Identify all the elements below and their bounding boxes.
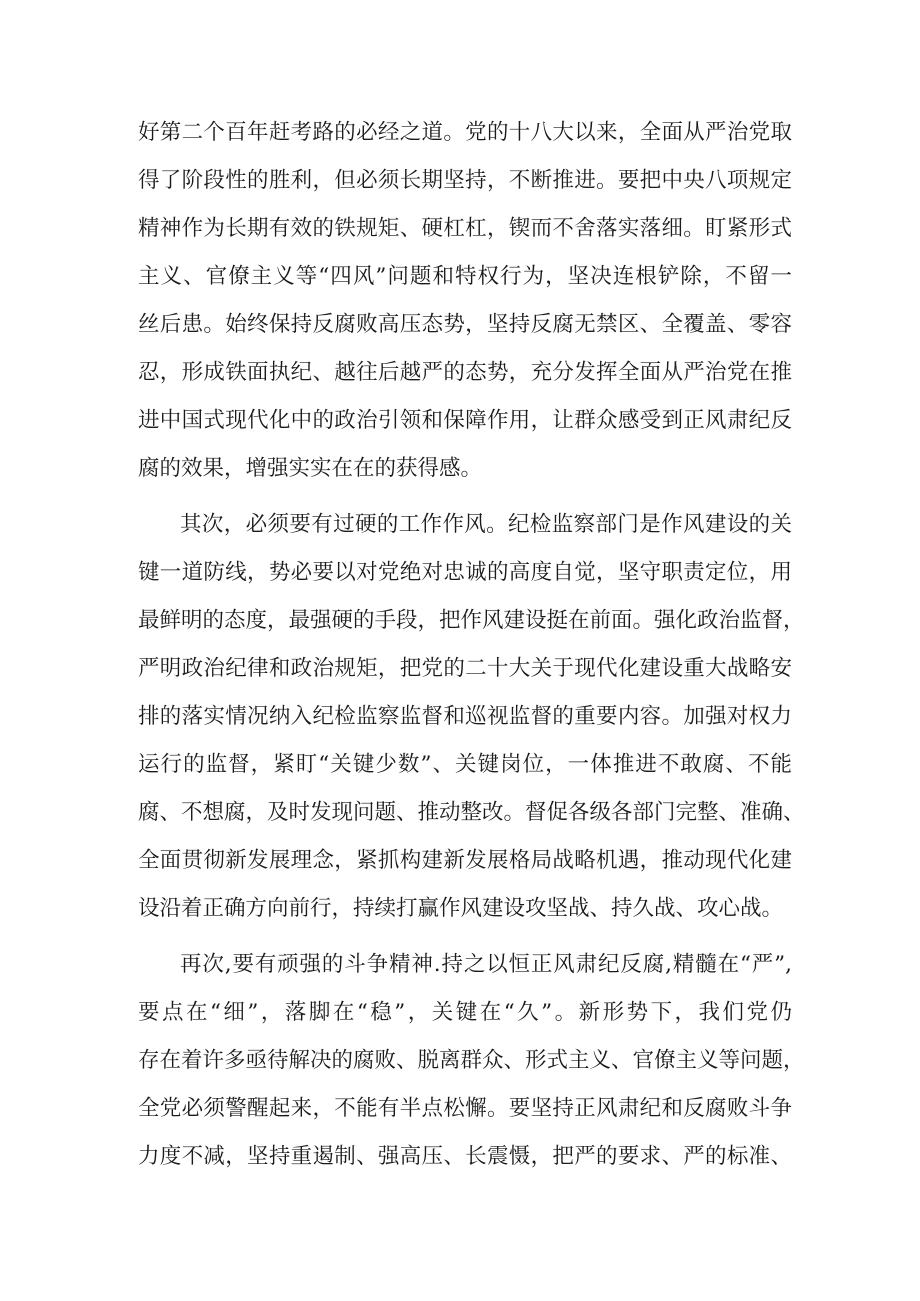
- paragraph-1-line-5: 丝后患。始终保持反腐败高压态势，坚持反腐无禁区、全覆盖、零容: [138, 312, 792, 337]
- paragraph-3-line-4: 全党必须警醒起来，不能有半点松懈。要坚持正风肃纪和反腐败斗争: [138, 1096, 792, 1121]
- paragraph-1-line-2: 得了阶段性的胜利，但必须长期坚持，不断推进。要把中央八项规定: [138, 168, 792, 193]
- paragraph-2-line-6: 运行的监督，紧盯“关键少数”、关键岗位，一体推进不敢腐、不能: [138, 752, 792, 777]
- paragraph-2-line-2: 键一道防线，势必要以对党绝对忠诚的高度自觉，坚守职责定位，用: [138, 560, 792, 585]
- paragraph-3-line-1: 再次,要有顽强的斗争精神.持之以恒正风肃纪反腐,精髓在“严”,: [180, 952, 792, 977]
- paragraph-1-line-3: 精神作为长期有效的铁规矩、硬杠杠，锲而不舍落实落细。盯紧形式: [138, 216, 792, 241]
- paragraph-1-line-1: 好第二个百年赶考路的必经之道。党的十八大以来，全面从严治党取: [138, 120, 792, 145]
- paragraph-2-line-4: 严明政治纪律和政治规矩，把党的二十大关于现代化建设重大战略安: [138, 656, 792, 681]
- paragraph-1-line-7: 进中国式现代化中的政治引领和保障作用，让群众感受到正风肃纪反: [138, 408, 792, 433]
- paragraph-1-line-8: 腐的效果，增强实实在在的获得感。: [138, 456, 483, 481]
- paragraph-2-line-5: 排的落实情况纳入纪检监察监督和巡视监督的重要内容。加强对权力: [138, 704, 792, 729]
- paragraph-2-line-3: 最鲜明的态度，最强硬的手段，把作风建设挺在前面。强化政治监督，: [138, 608, 805, 633]
- paragraph-1-line-4: 主义、官僚主义等“四风”问题和特权行为，坚决连根铲除，不留一: [138, 264, 792, 289]
- paragraph-3-line-3: 存在着许多亟待解决的腐败、脱离群众、形式主义、官僚主义等问题，: [138, 1048, 805, 1073]
- paragraph-3-line-5: 力度不减，坚持重遏制、强高压、长震慑，把严的要求、严的标准、: [138, 1144, 792, 1169]
- paragraph-2-line-1: 其次，必须要有过硬的工作作风。纪检监察部门是作风建设的关: [180, 512, 792, 537]
- paragraph-3-line-2: 要点在“细”，落脚在“稳”，关键在“久”。新形势下，我们党仍: [138, 1000, 792, 1025]
- paragraph-2-line-7: 腐、不想腐，及时发现问题、推动整改。督促各级各部门完整、准确、: [138, 800, 805, 825]
- paragraph-2-line-9: 设沿着正确方向前行，持续打赢作风建设攻坚战、持久战、攻心战。: [138, 896, 784, 921]
- paragraph-1-line-6: 忍，形成铁面执纪、越往后越严的态势，充分发挥全面从严治党在推: [138, 360, 792, 385]
- paragraph-2-line-8: 全面贯彻新发展理念，紧抓构建新发展格局战略机遇，推动现代化建: [138, 848, 792, 873]
